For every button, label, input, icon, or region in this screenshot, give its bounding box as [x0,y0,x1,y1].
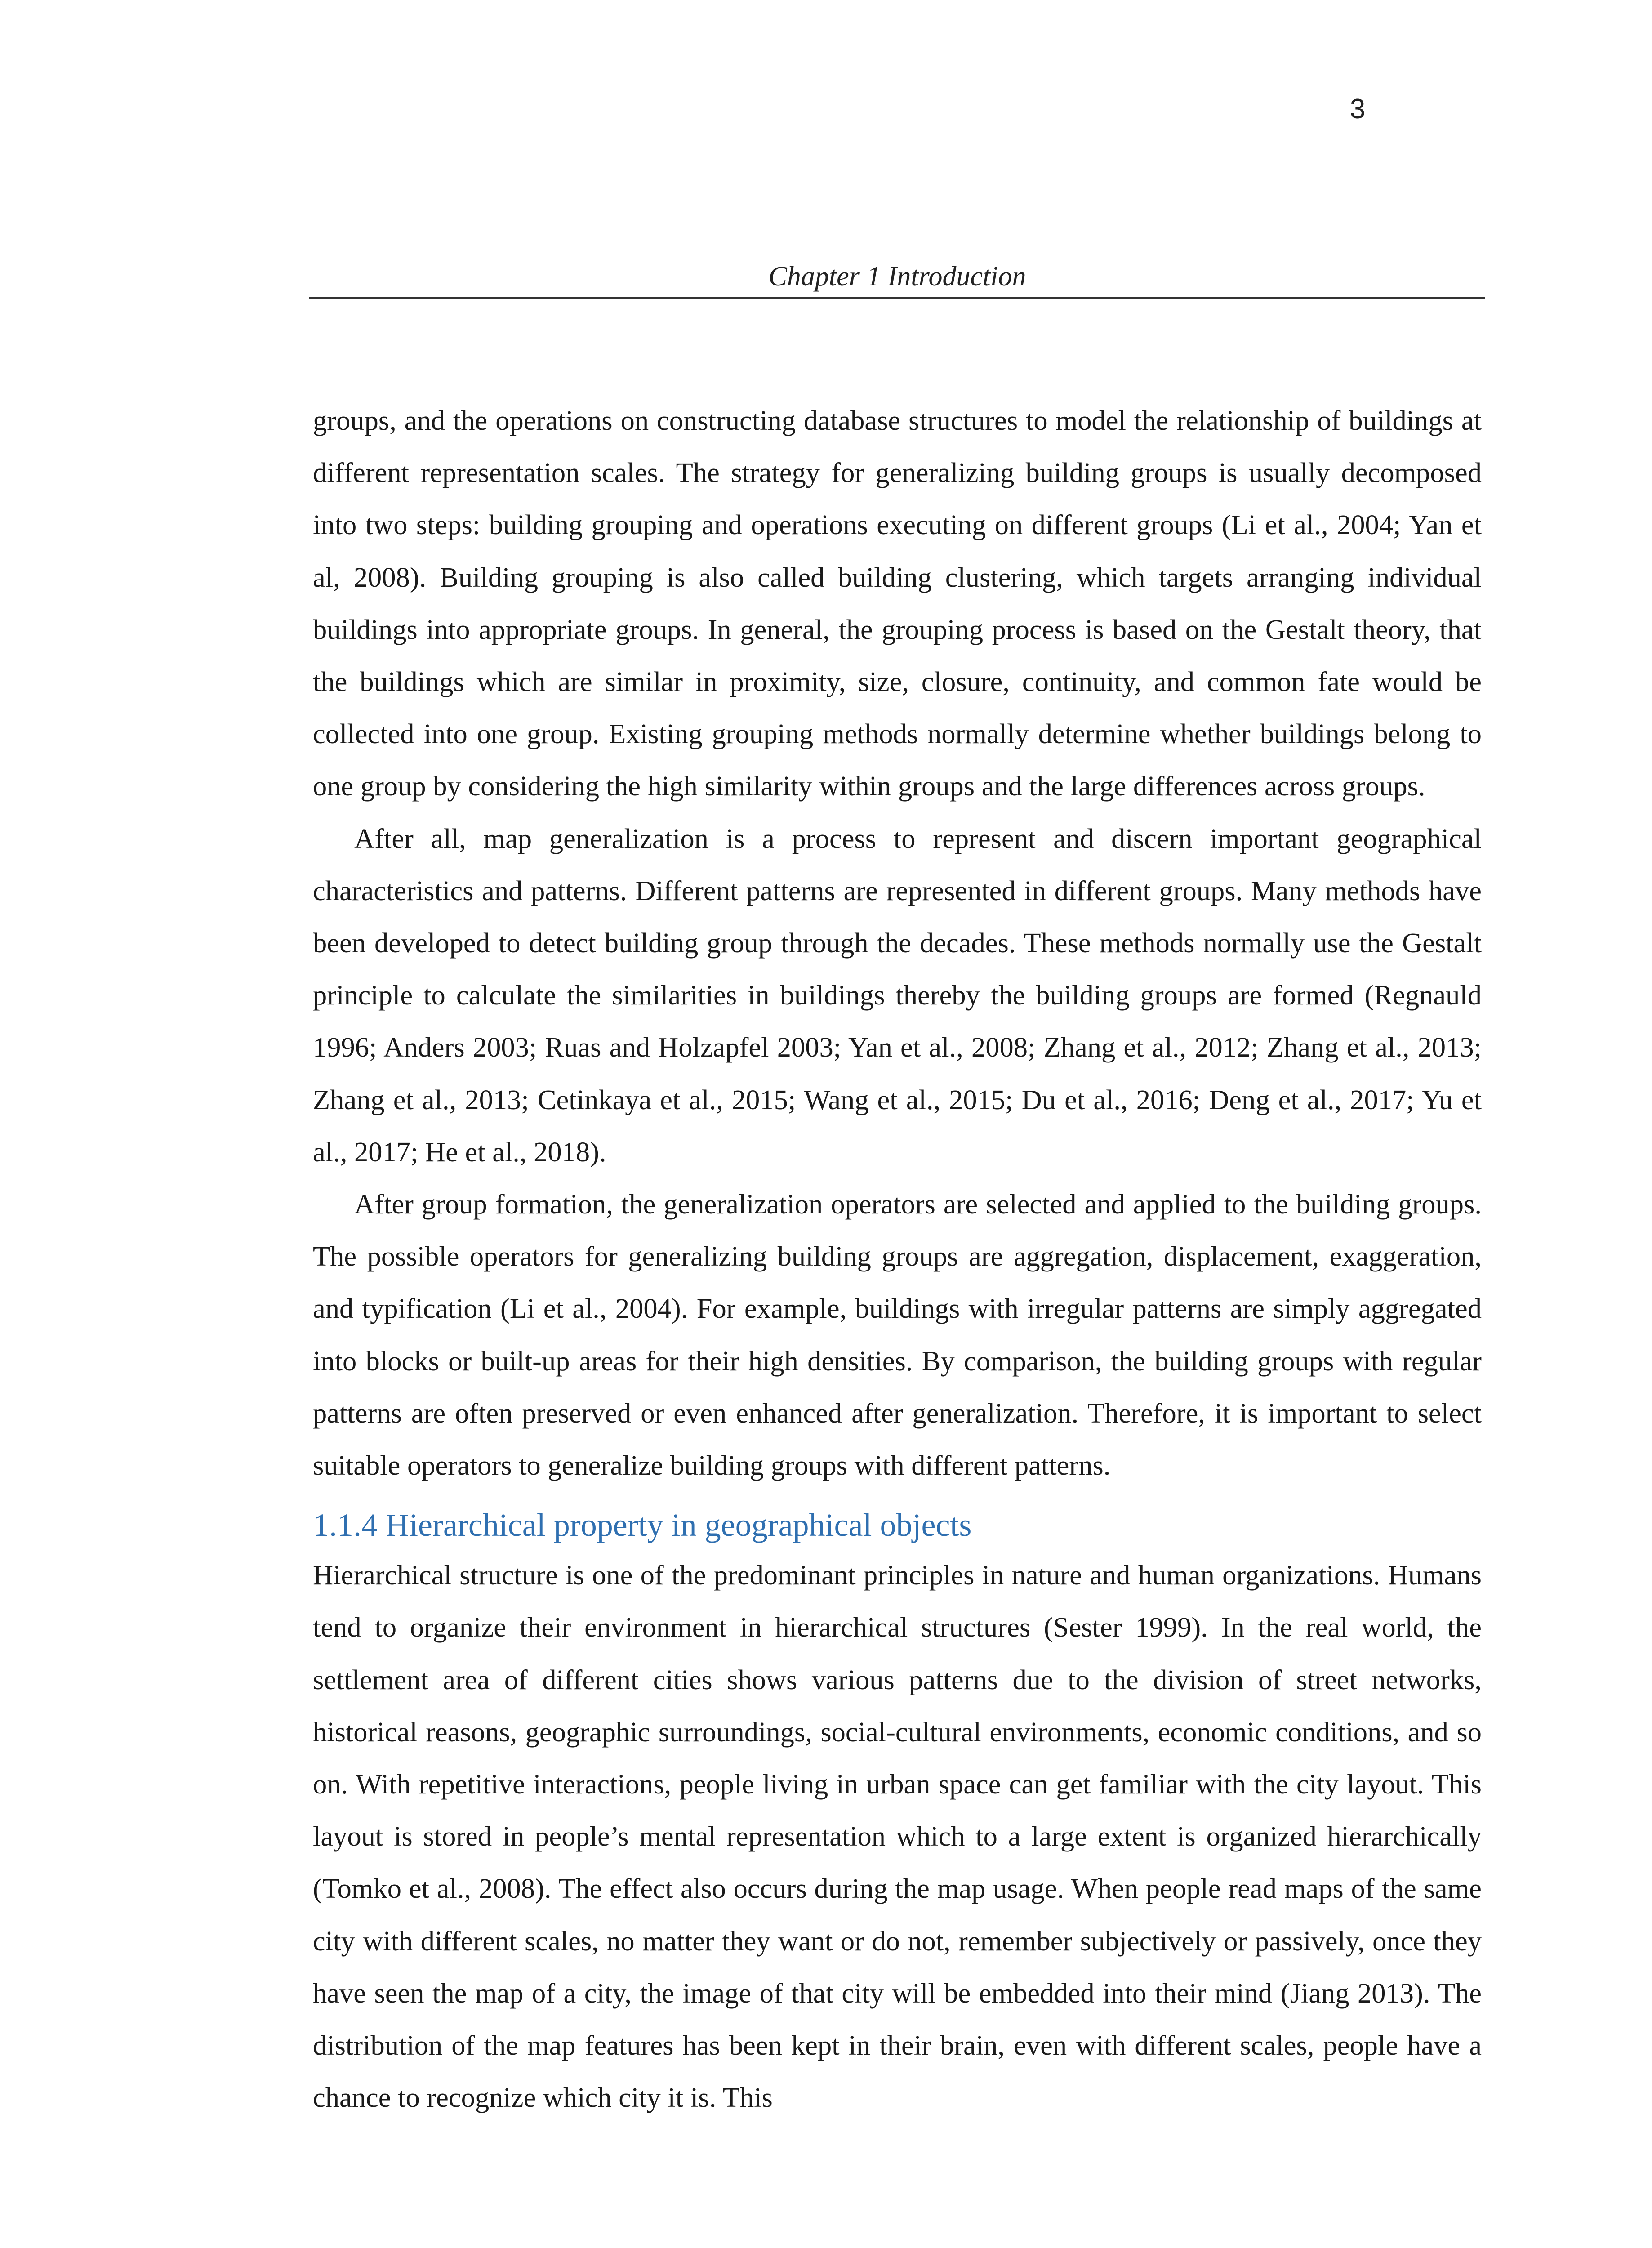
section-heading: 1.1.4 Hierarchical property in geographical objects [313,1507,972,1543]
running-header: Chapter 1 Introduction [768,261,1026,292]
paragraph: After all, map generalization is a process to represent and discern important geographical characteristics and patterns. Different patterns are represented in different groups. Many methods have been developed to detect building group through the decades. These methods normally use the Gestalt principle to calculate the similarities in buildings thereby the building groups are formed (Regnauld 1996; Anders 2003; Ruas and Holzapfel 2003; Yan et al., 2008; Zhang et al., 2012; Zhang et al., 2013; Zhang et al., 2013; Cetinkaya et al., 2015; Wang et al., 2015; Du et al., 2016; Deng et al., 2017; Yu et al., 2017; He et al., 2018). [313,822,1482,1168]
page-number: 3 [1349,94,1366,125]
paragraph: After group formation, the generalization operators are selected and applied to the building groups. The possible operators for generalizing building groups are aggregation, displacement, exaggeration, and typification (Li et al., 2004). For example, buildings with irregular patterns are simply aggregated into blocks or built-up areas for their high densities. By comparison, the building groups with regular patterns are often preserved or even enhanced after generalization. Therefore, it is important to select suitable operators to generalize building groups with different patterns. [313,1188,1482,1481]
paragraph: groups, and the operations on constructing database structures to model the relationship of buildings at different representation scales. The strategy for generalizing building groups is usually decomposed into two steps: building grouping and operations executing on different groups (Li et al., 2004; Yan et al, 2008). Building grouping is also called building clustering, which targets arranging individual buildings into appropriate groups. In general, the grouping process is based on the Gestalt theory, that the buildings which are similar in proximity, size, closure, continuity, and common fate would be collected into one group. Existing grouping methods normally determine whether buildings belong to one group by considering the high similarity within groups and the large differences across groups. [313,405,1482,802]
body-text [313,394,1482,2124]
header-rule [309,297,1485,299]
paragraph: Hierarchical structure is one of the predominant principles in nature and human organizations. Humans tend to organize their environment in hierarchical structures (Sester 1999). In the real world, the settlement area of different cities shows various patterns due to the division of street networks, historical reasons, geographic surroundings, social-cultural environments, economic conditions, and so on. With repetitive interactions, people living in urban space can get familiar with the city layout. This layout is stored in people’s mental representation which to a large extent is organized hierarchically (Tomko et al., 2008). The effect also occurs during the map usage. When people read maps of the same city with different scales, no matter they want or do not, remember subjectively or passively, once they have seen the map of a city, the image of that city will be embedded into their mind (Jiang 2013). The distribution of the map features has been kept in their brain, even with different scales, people have a chance to recognize which city it is. This [313,1559,1482,2114]
